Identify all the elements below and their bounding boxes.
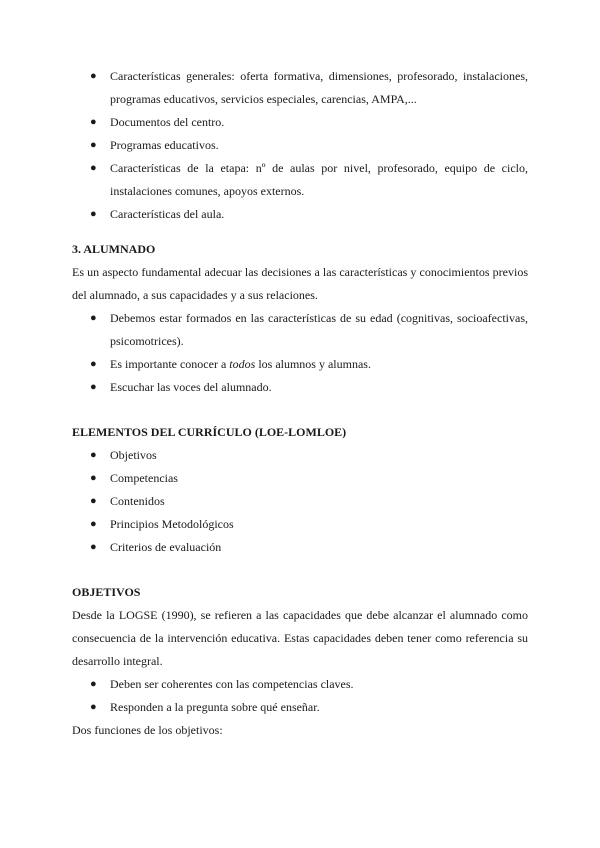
list-item-text: Contenidos [110, 494, 165, 508]
elementos-list [72, 444, 528, 559]
list-item-text-after: los alumnos y alumnas. [255, 357, 371, 371]
bullet-icon: ● [90, 541, 97, 553]
objetivos-closing: Dos funciones de los objetivos: [72, 723, 223, 737]
list-item [72, 203, 528, 226]
list-item-text: Debemos estar formados en las características de su edad (cognitivas, socioafectivas, psicomotrices). [110, 311, 528, 348]
intro-list [72, 65, 528, 226]
bullet-icon: ● [90, 162, 97, 174]
list-item [72, 444, 528, 467]
list-item [72, 307, 528, 353]
list-item-text: Competencias [110, 471, 178, 485]
bullet-icon: ● [90, 208, 97, 220]
list-item-text: Documentos del centro. [110, 115, 225, 129]
list-item [72, 157, 528, 203]
list-item [72, 536, 528, 559]
list-item [72, 134, 528, 157]
bullet-icon: ● [90, 116, 97, 128]
section-heading-objetivos: OBJETIVOS [72, 585, 141, 599]
list-item [72, 111, 528, 134]
bullet-icon: ● [90, 381, 97, 393]
list-item-text: Responden a la pregunta sobre qué enseñar. [110, 700, 320, 714]
bullet-icon: ● [90, 678, 97, 690]
section-heading-alumnado: 3. ALUMNADO [72, 242, 156, 256]
list-item-text: Características de la etapa: nº de aulas por nivel, profesorado, equipo de ciclo, instalaciones comunes, apoyos externos. [110, 161, 528, 198]
list-item [72, 673, 528, 696]
list-item-text-before: Es importante conocer a [110, 357, 230, 371]
list-item-text: Principios Metodológicos [110, 517, 234, 531]
bullet-icon: ● [90, 312, 97, 324]
list-item-text: Escuchar las voces del alumnado. [110, 380, 272, 394]
list-item [72, 376, 528, 399]
alumnado-list [72, 307, 528, 399]
list-item-text: Características generales: oferta formativa, dimensiones, profesorado, instalaciones, programas educativos, servicios especiales, carencias, AMPA,... [110, 69, 528, 106]
objetivos-paragraph: Desde la LOGSE (1990), se refieren a las capacidades que debe alcanzar el alumnado como consecuencia de la intervención educativa. Estas capacidades deben tener como referencia su desarrollo integral. [72, 608, 528, 668]
list-item-text: Programas educativos. [110, 138, 219, 152]
bullet-icon: ● [90, 358, 97, 370]
list-item-text: Objetivos [110, 448, 157, 462]
bullet-icon: ● [90, 449, 97, 461]
list-item-text: Características del aula. [110, 207, 225, 221]
document-page [72, 65, 528, 742]
list-item-text: Deben ser coherentes con las competencias claves. [110, 677, 354, 691]
list-item [72, 65, 528, 111]
section-heading-elementos: ELEMENTOS DEL CURRÍCULO (LOE-LOMLOE) [72, 425, 347, 439]
bullet-icon: ● [90, 472, 97, 484]
bullet-icon: ● [90, 701, 97, 713]
alumnado-paragraph: Es un aspecto fundamental adecuar las decisiones a las características y conocimientos previos del alumnado, a sus capacidades y a sus relaciones. [72, 265, 528, 302]
bullet-icon: ● [90, 139, 97, 151]
list-item [72, 353, 528, 376]
emphasis-text: todos [229, 357, 256, 371]
bullet-icon: ● [90, 495, 97, 507]
list-item-text: Criterios de evaluación [110, 540, 222, 554]
list-item [72, 467, 528, 490]
bullet-icon: ● [90, 518, 97, 530]
bullet-icon: ● [90, 70, 97, 82]
objetivos-list [72, 673, 528, 719]
list-item [72, 513, 528, 536]
list-item [72, 490, 528, 513]
list-item [72, 696, 528, 719]
